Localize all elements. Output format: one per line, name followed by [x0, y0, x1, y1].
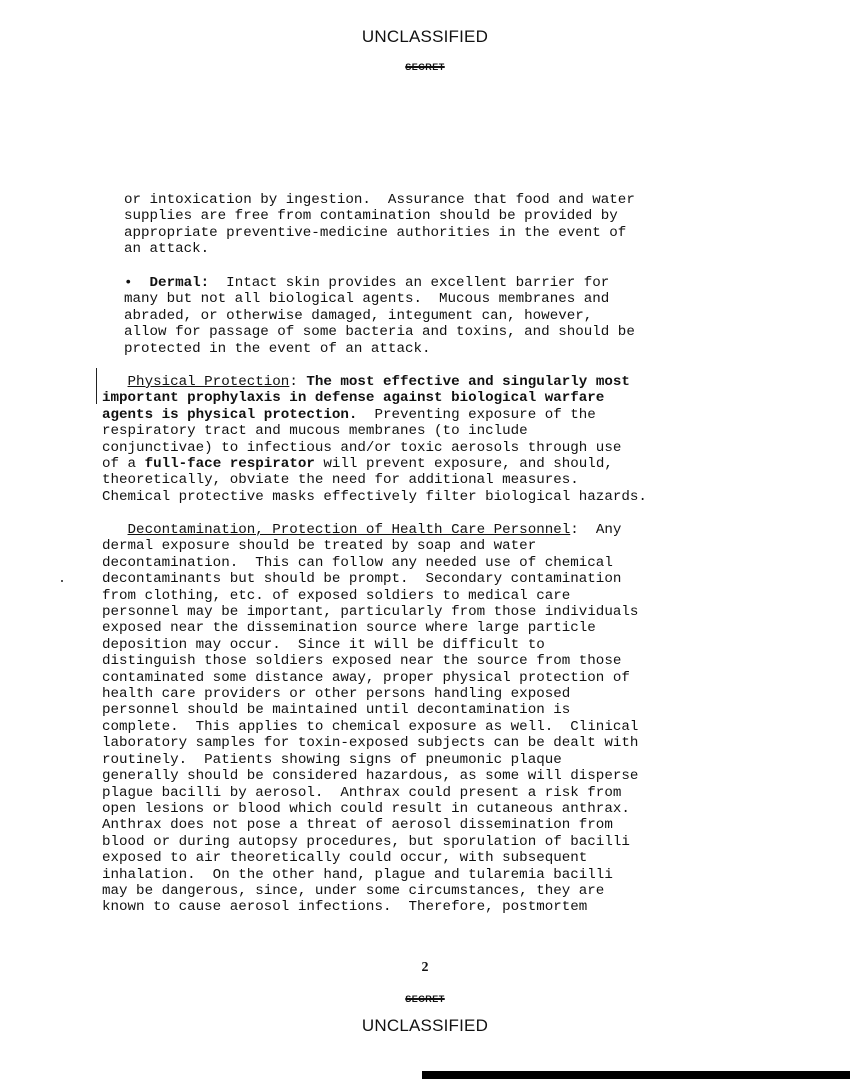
- text-line: personnel may be important, particularly from those individuals: [102, 604, 639, 621]
- text-line: deposition may occur. Since it will be difficult to: [102, 636, 545, 653]
- text-line: abraded, or otherwise damaged, integument can, however,: [124, 307, 593, 324]
- bottom-classification-banner: UNCLASSIFIED: [361, 1016, 489, 1035]
- dermal-label: Dermal:: [149, 275, 210, 291]
- text-line: open lesions or blood which could result in cutaneous anthrax.: [102, 800, 630, 817]
- text-line: contaminated some distance away, proper physical protection of: [102, 669, 630, 686]
- text-line: many but not all biological agents. Mucous membranes and: [124, 291, 610, 308]
- text-line: inhalation. On the other hand, plague and tularemia bacilli: [102, 866, 613, 883]
- text-line: complete. This applies to chemical exposure as well. Clinical: [102, 718, 639, 735]
- decontamination-heading: Decontamination, Protection of Health Care Personnel: [127, 522, 571, 538]
- text-line: theoretically, obviate the need for additional measures.: [102, 472, 579, 489]
- text-line: exposed near the dissemination source where large particle: [102, 620, 596, 637]
- text-span: of a: [102, 456, 145, 473]
- text-line: blood or during autopsy procedures, but sporulation of bacilli: [102, 833, 630, 850]
- bottom-rule: [422, 1071, 850, 1079]
- text-line: conjunctivae) to infectious and/or toxic aerosols through use: [102, 439, 622, 456]
- text-line: [102, 456, 647, 472]
- bold-text: The most effective and singularly most: [297, 374, 630, 390]
- text-span: will prevent exposure, and should,: [314, 456, 613, 473]
- text-line: or intoxication by ingestion. Assurance that food and water: [124, 192, 635, 208]
- text-line: plague bacilli by aerosol. Anthrax could present a risk from: [102, 784, 622, 801]
- dermal-paragraph: [124, 275, 635, 357]
- physical-protection-paragraph: [102, 374, 647, 505]
- bullet-icon: •: [124, 275, 133, 291]
- text-line: supplies are free from contamination should be provided by: [124, 208, 618, 225]
- text-line: distinguish those soldiers exposed near the source from those: [102, 653, 622, 670]
- top-classification-banner: UNCLASSIFIED: [361, 27, 489, 46]
- decontamination-paragraph: [102, 522, 638, 916]
- text-span: : Any: [570, 522, 622, 538]
- text-line: important prophylaxis in defense against biological warfare: [102, 390, 605, 407]
- text-line: an attack.: [124, 241, 210, 258]
- top-secret-marking-text: SECRET: [405, 62, 445, 72]
- stray-mark: [61, 580, 63, 582]
- text-line: Anthrax does not pose a threat of aerosol dissemination from: [102, 817, 613, 834]
- text-line: health care providers or other persons handling exposed: [102, 686, 571, 703]
- text-line: personnel should be maintained until decontamination is: [102, 702, 571, 719]
- text-line: dermal exposure should be treated by soap and water: [102, 538, 537, 555]
- text-line: [102, 522, 638, 538]
- text-line: from clothing, etc. of exposed soldiers to medical care: [102, 587, 571, 604]
- text-line: allow for passage of some bacteria and toxins, and should be: [124, 324, 635, 341]
- bottom-secret-marking: [0, 994, 850, 1004]
- text-line: appropriate preventive-medicine authorities in the event of: [124, 224, 627, 241]
- heading-colon: :: [289, 374, 298, 390]
- text-line: decontaminants but should be prompt. Secondary contamination: [102, 571, 622, 588]
- physical-protection-heading: Physical Protection: [127, 374, 290, 390]
- ingestion-paragraph: [124, 192, 635, 258]
- margin-change-bar: [96, 368, 97, 404]
- text-line: exposed to air theoretically could occur, with subsequent: [102, 850, 588, 867]
- text-line: [102, 407, 647, 423]
- text-line: [102, 374, 647, 390]
- text-line: known to cause aerosol infections. Therefore, postmortem: [102, 899, 588, 916]
- text-line: decontamination. This can follow any needed use of chemical: [102, 554, 613, 571]
- page-number: 2: [421, 960, 429, 975]
- text-line: respiratory tract and mucous membranes (to include: [102, 423, 528, 440]
- dermal-first-line-text: Intact skin provides an excellent barrier for: [209, 275, 610, 291]
- bold-text: agents is physical protection.: [102, 406, 358, 423]
- bottom-secret-marking-text: SECRET: [405, 994, 445, 1004]
- text-line: may be dangerous, since, under some circumstances, they are: [102, 882, 605, 899]
- text-line: laboratory samples for toxin-exposed subjects can be dealt with: [102, 735, 639, 752]
- bold-text: full-face respirator: [144, 456, 315, 473]
- text-line: generally should be considered hazardous, as some will disperse: [102, 768, 639, 785]
- text-line: [124, 275, 635, 291]
- text-line: routinely. Patients showing signs of pneumonic plaque: [102, 751, 562, 768]
- text-span: Preventing exposure of the: [357, 406, 596, 423]
- top-secret-marking: [0, 62, 850, 72]
- text-line: protected in the event of an attack.: [124, 340, 431, 357]
- text-line: Chemical protective masks effectively filter biological hazards.: [102, 488, 647, 505]
